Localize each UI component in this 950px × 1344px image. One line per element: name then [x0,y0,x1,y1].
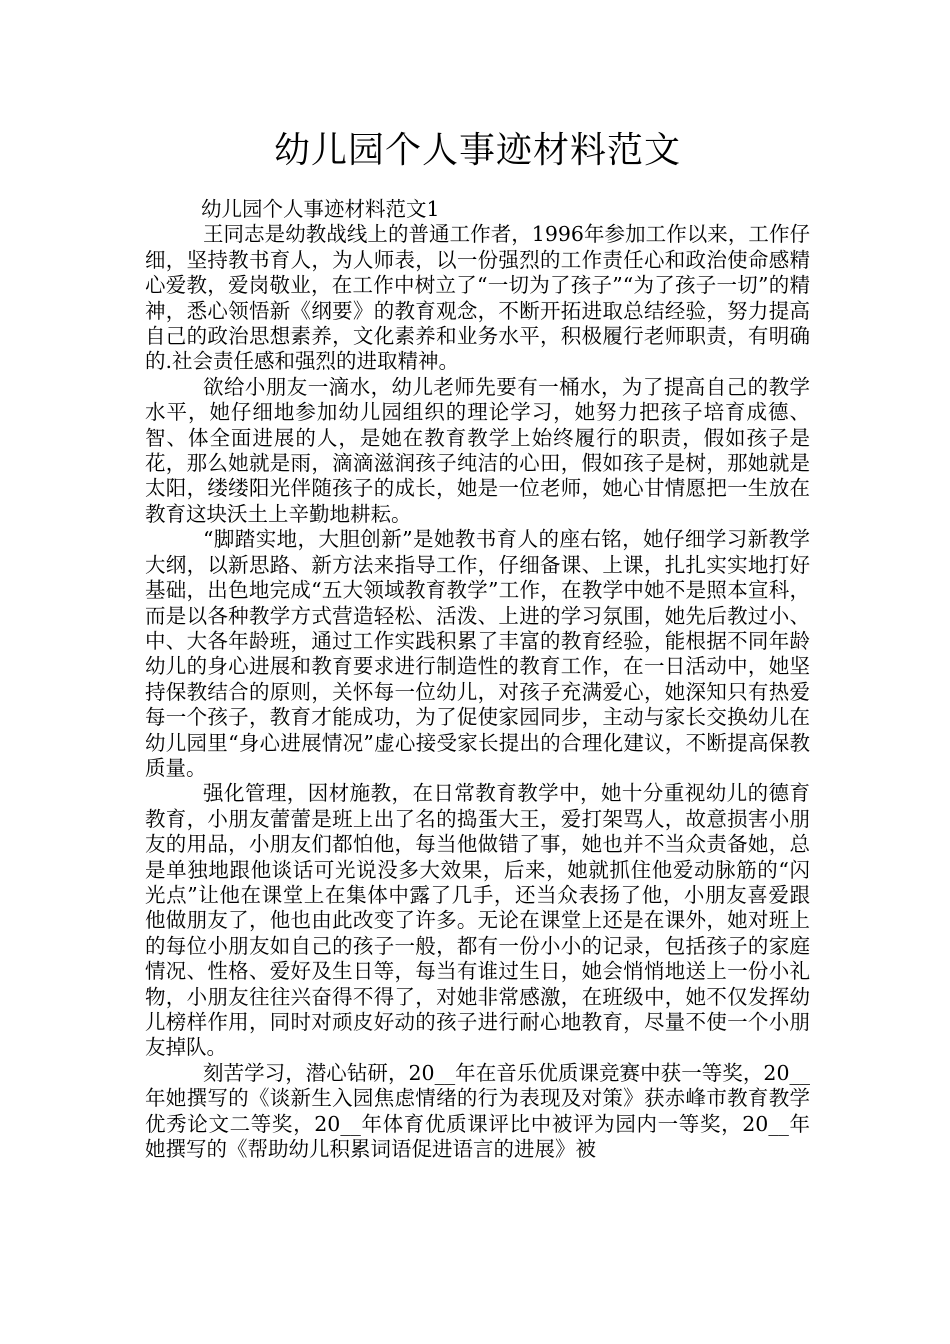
paragraph-2: 欲给小朋友一滴水，幼儿老师先要有一桶水，为了提高自己的教学水平，她仔细地参加幼儿园组织的理论学习，她努力把孩子培育成德、智、体全面进展的人，是她在教育教学上始终履行的职责，假如孩子是花，那么她就是雨，滴滴滋润孩子纯洁的心田，假如孩子是树，那她就是太阳，缕缕阳光伴随孩子的成长，她是一位老师，她心甘情愿把一生放在教育这块沃土上辛勤地耕耘。 [145,374,810,526]
paragraph-3: “脚踏实地，大胆创新”是她教书育人的座右铭，她仔细学习新教学大纲，以新思路、新方法来指导工作，仔细备课、上课，扎扎实实地打好基础，出色地完成“五大领域教育教学”工作，在教学中她不是照本宣科，而是以各种教学方式营造轻松、活泼、上进的学习氛围，她先后教过小、中、大各年龄班，通过工作实践积累了丰富的教育经验，能根据不同年龄幼儿的身心进展和教育要求进行制造性的教育工作，在一日活动中，她坚持保教结合的原则，关怀每一位幼儿，对孩子充满爱心，她深知只有热爱每一个孩子，教育才能成功，为了促使家园同步，主动与家长交换幼儿在幼儿园里“身心进展情况”虚心接受家长提出的合理化建议，不断提高保教质量。 [145,527,810,780]
document-page [145,0,810,1344]
paragraph-1: 王同志是幼教战线上的普通工作者，1996年参加工作以来，工作仔细，坚持教书育人，为人师表，以一份强烈的工作责任心和政治使命感精心爱教，爱岗敬业，在工作中树立了“一切为了孩子”“为了孩子一切”的精神，悉心领悟新《纲要》的教育观念，不断开拓进取总结经验，努力提高自己的政治思想素养，文化素养和业务水平，积极履行老师职责，有明确的.社会责任感和强烈的进取精神。 [145,222,810,374]
paragraph-4: 强化管理，因材施教，在日常教育教学中，她十分重视幼儿的德育教育，小朋友蕾蕾是班上出了名的捣蛋大王，爱打架骂人，故意损害小朋友的用品，小朋友们都怕他，每当他做错了事，她也并不当众责备她，总是单独地跟他谈话可光说没多大效果，后来，她就抓住他爱动脉筋的“闪光点”让他在课堂上在集体中露了几手，还当众表扬了他，小朋友喜爱跟他做朋友了，他也由此改变了许多。无论在课堂上还是在课外，她对班上的每位小朋友如自己的孩子一般，都有一份小小的记录，包括孩子的家庭情况、性格、爱好及生日等，每当有谁过生日，她会悄悄地送上一份小礼物，小朋友往往兴奋得不得了，对她非常感激，在班级中，她不仅发挥幼儿榜样作用，同时对顽皮好动的孩子进行耐心地教育，尽量不使一个小朋友掉队。 [145,781,810,1060]
paragraph-5: 刻苦学习，潜心钻研，20__年在音乐优质课竞赛中获一等奖，20__年她撰写的《谈新生入园焦虑情绪的行为表现及对策》获赤峰市教育教学优秀论文二等奖，20__年体育优质课评比中被评为园内一等奖，20__年她撰写的《帮助幼儿积累词语促进语言的进展》被 [145,1060,810,1162]
document-body [145,197,810,1162]
section-heading: 幼儿园个人事迹材料范文1 [201,197,440,221]
document-title: 幼儿园个人事迹材料范文 [273,130,681,171]
